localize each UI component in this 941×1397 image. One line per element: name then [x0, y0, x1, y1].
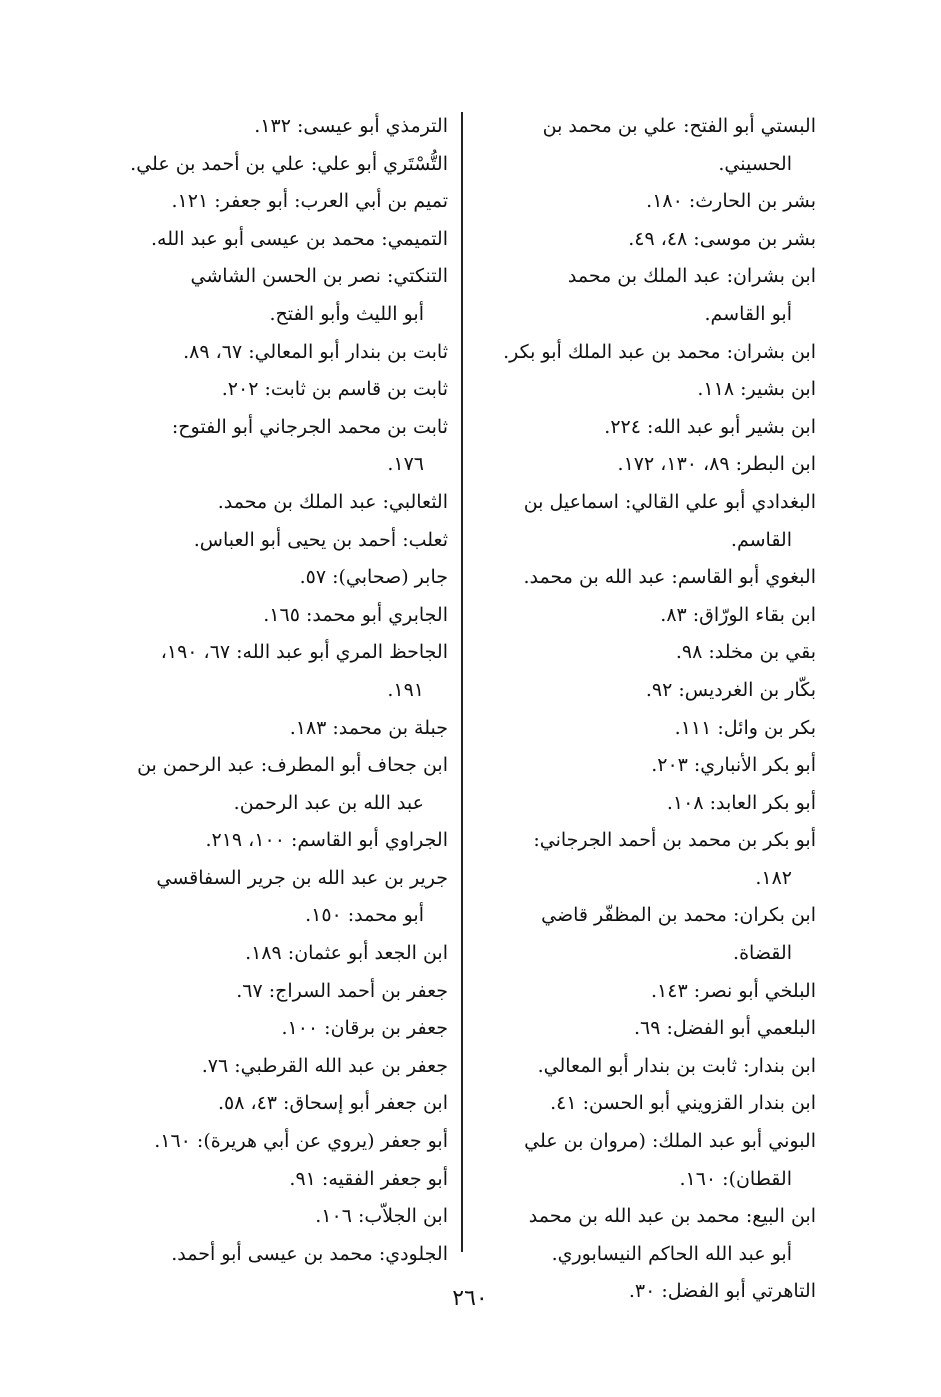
index-entry-continuation: القاسم. [730, 528, 792, 551]
index-entry [478, 559, 816, 597]
index-entry [108, 935, 448, 973]
index-entry-text: ثابت بن بندار أبو المعالي: ٦٧، ٨٩. [183, 340, 448, 363]
index-entry [478, 634, 816, 672]
index-entry [108, 484, 448, 522]
index-entry [108, 1161, 448, 1199]
index-entry-text: الجاحظ المري أبو عبد الله: ٦٧، ١٩٠، [160, 641, 448, 664]
index-entry [478, 1010, 816, 1048]
index-entry [108, 559, 448, 597]
index-entry [478, 710, 816, 748]
index-entry-text: ابن البيع: محمد بن عبد الله بن محمد [528, 1205, 816, 1228]
index-entry-text: ثابت بن محمد الجرجاني أبو الفتوح: [171, 415, 448, 438]
index-entry-text: البستي أبو الفتح: علي بن محمد بن [542, 115, 816, 137]
index-entry [478, 1085, 816, 1123]
index-entry-text: بشر بن موسى: ٤٨، ٤٩. [628, 227, 816, 250]
index-entry-text: الجلودي: محمد بن عيسى أبو أحمد. [171, 1242, 448, 1265]
index-entry-text: جبلة بن محمد: ١٨٣. [289, 716, 448, 739]
index-entry [478, 258, 816, 333]
index-entry [478, 484, 816, 559]
index-entry [478, 1123, 816, 1198]
index-entry-text: ابن الجلاّب: ١٠٦. [315, 1205, 448, 1228]
index-entry [108, 334, 448, 372]
index-entry [108, 371, 448, 409]
index-entry [478, 822, 816, 897]
index-entry [478, 973, 816, 1011]
index-entry [108, 860, 448, 935]
index-entry-text: البوني أبو عبد الملك: (مروان بن علي [524, 1130, 816, 1153]
index-entry-text: البغوي أبو القاسم: عبد الله بن محمد. [523, 566, 816, 589]
index-entry-text: الترمذي أبو عيسى: ١٣٢. [254, 115, 448, 137]
index-entry-continuation: أبو عبد الله الحاكم النيسابوري. [551, 1242, 792, 1265]
index-entry [108, 1198, 448, 1236]
index-entry [478, 785, 816, 823]
index-entry-text: تميم بن أبي العرب: أبو جعفر: ١٢١. [171, 190, 448, 213]
index-entry-continuation: القطان): ١٦٠. [679, 1167, 792, 1190]
index-entry-text: جعفر بن أحمد السراج: ٦٧. [236, 979, 448, 1002]
index-entry-text: الجراوي أبو القاسم: ١٠٠، ٢١٩. [205, 829, 448, 852]
index-entry-text: أبو بكر العابد: ١٠٨. [666, 791, 816, 814]
index-entry-text: ابن جعفر أبو إسحاق: ٤٣، ٥٨. [217, 1092, 448, 1115]
index-entry [478, 371, 816, 409]
index-entry [108, 146, 448, 184]
index-entry-text: بقي بن مخلد: ٩٨. [675, 641, 816, 664]
index-entry [108, 973, 448, 1011]
index-entry-text: جعفر بن عبد الله القرطبي: ٧٦. [201, 1054, 448, 1077]
index-entry-text: التاهرتي أبو الفضل: ٣٠. [628, 1280, 816, 1303]
index-entry [108, 1123, 448, 1161]
index-entry-text: ثابت بن قاسم بن ثابت: ٢٠٢. [221, 378, 448, 401]
index-entry [478, 597, 816, 635]
index-entry-text: ابن جحاف أبو المطرف: عبد الرحمن بن [137, 754, 448, 777]
index-entry-text: جعفر بن برقان: ١٠٠. [281, 1017, 448, 1040]
index-column-left [108, 108, 448, 1273]
index-entry [478, 1048, 816, 1086]
index-entry-text: الجابري أبو محمد: ١٦٥. [263, 603, 448, 626]
index-entry-text: ابن بقاء الورّاق: ٨٣. [660, 603, 816, 626]
index-entry [108, 747, 448, 822]
index-entry-continuation: عبد الله بن عبد الرحمن. [233, 791, 424, 814]
index-entry-text: ابن بندار: ثابت بن بندار أبو المعالي. [537, 1054, 816, 1077]
index-entry [478, 672, 816, 710]
index-entry-text: جابر (صحابي): ٥٧. [299, 566, 448, 589]
index-entry [478, 409, 816, 447]
index-entry-continuation: ١٩١. [387, 678, 424, 701]
index-entry-text: الثعالبي: عبد الملك بن محمد. [217, 490, 448, 513]
index-entry-text: التميمي: محمد بن عيسى أبو عبد الله. [151, 227, 448, 250]
index-entry [108, 1236, 448, 1274]
index-entry-text: ابن بكران: محمد بن المظفّر قاضي [541, 904, 816, 927]
index-entry-text: البغدادي أبو علي القالي: اسماعيل بن [523, 490, 816, 513]
index-entry [108, 409, 448, 484]
index-column-right [478, 108, 816, 1311]
index-entry [478, 183, 816, 221]
index-entry [478, 108, 816, 183]
index-entry-text: جرير بن عبد الله بن جرير السفاقسي [156, 866, 448, 889]
index-entry-text: أبو جعفر (يروي عن أبي هريرة): ١٦٠. [154, 1130, 448, 1153]
index-entry [478, 446, 816, 484]
index-entry-text: التنكتي: نصر بن الحسن الشاشي [190, 265, 448, 288]
index-entry [108, 258, 448, 333]
index-entry [108, 822, 448, 860]
index-entry [478, 221, 816, 259]
index-entry-continuation: أبو محمد: ١٥٠. [305, 904, 424, 927]
index-entry [478, 1273, 816, 1311]
index-entry-text: التُّسْتَري أبو علي: علي بن أحمد بن علي. [130, 152, 448, 175]
index-entry-continuation: ١٧٦. [387, 453, 424, 476]
column-divider [461, 112, 463, 1252]
index-entry [478, 747, 816, 785]
index-entry-text: أبو بكر بن محمد بن أحمد الجرجاني: [533, 829, 816, 852]
index-entry-text: ابن بندار القزويني أبو الحسن: ٤١. [550, 1092, 816, 1115]
index-entry [108, 1010, 448, 1048]
index-entry-text: بكر بن وائل: ١١١. [674, 716, 816, 739]
index-entry [108, 634, 448, 709]
index-entry-continuation: أبو القاسم. [704, 302, 792, 325]
index-entry [478, 897, 816, 972]
index-entry [108, 183, 448, 221]
page-number: ٢٦٠ [452, 1286, 488, 1311]
index-entry [108, 710, 448, 748]
index-entry-text: ابن بشير: ١١٨. [697, 378, 816, 401]
index-entry-text: ثعلب: أحمد بن يحيى أبو العباس. [193, 528, 448, 551]
index-entry [108, 1085, 448, 1123]
index-entry-text: أبو بكر الأنباري: ٢٠٣. [651, 754, 816, 777]
index-entry-text: أبو جعفر الفقيه: ٩١. [289, 1167, 448, 1190]
index-entry-text: البلعمي أبو الفضل: ٦٩. [634, 1017, 816, 1040]
index-entry-continuation: أبو الليث وأبو الفتح. [269, 302, 424, 325]
index-entry-text: ابن الجعد أبو عثمان: ١٨٩. [245, 942, 448, 965]
index-entry-text: البلخي أبو نصر: ١٤٣. [650, 979, 816, 1002]
index-entry [478, 334, 816, 372]
index-entry [108, 221, 448, 259]
index-entry [108, 597, 448, 635]
index-entry [108, 1048, 448, 1086]
index-entry [108, 522, 448, 560]
index-entry-continuation: القضاة. [733, 942, 792, 965]
index-entry-text: بكّار بن الغرديس: ٩٢. [645, 678, 816, 701]
index-entry [108, 108, 448, 146]
index-entry-text: بشر بن الحارث: ١٨٠. [646, 190, 816, 213]
index-entry-continuation: الحسيني. [718, 152, 792, 175]
index-entry-text: ابن البطر: ٨٩، ١٣٠، ١٧٢. [617, 453, 816, 476]
index-entry-continuation: ١٨٢. [755, 866, 792, 889]
index-entry-text: ابن بشير أبو عبد الله: ٢٢٤. [604, 415, 816, 438]
index-entry [478, 1198, 816, 1273]
index-entry-text: ابن بشران: عبد الملك بن محمد [567, 265, 816, 288]
index-entry-text: ابن بشران: محمد بن عبد الملك أبو بكر. [503, 340, 816, 363]
